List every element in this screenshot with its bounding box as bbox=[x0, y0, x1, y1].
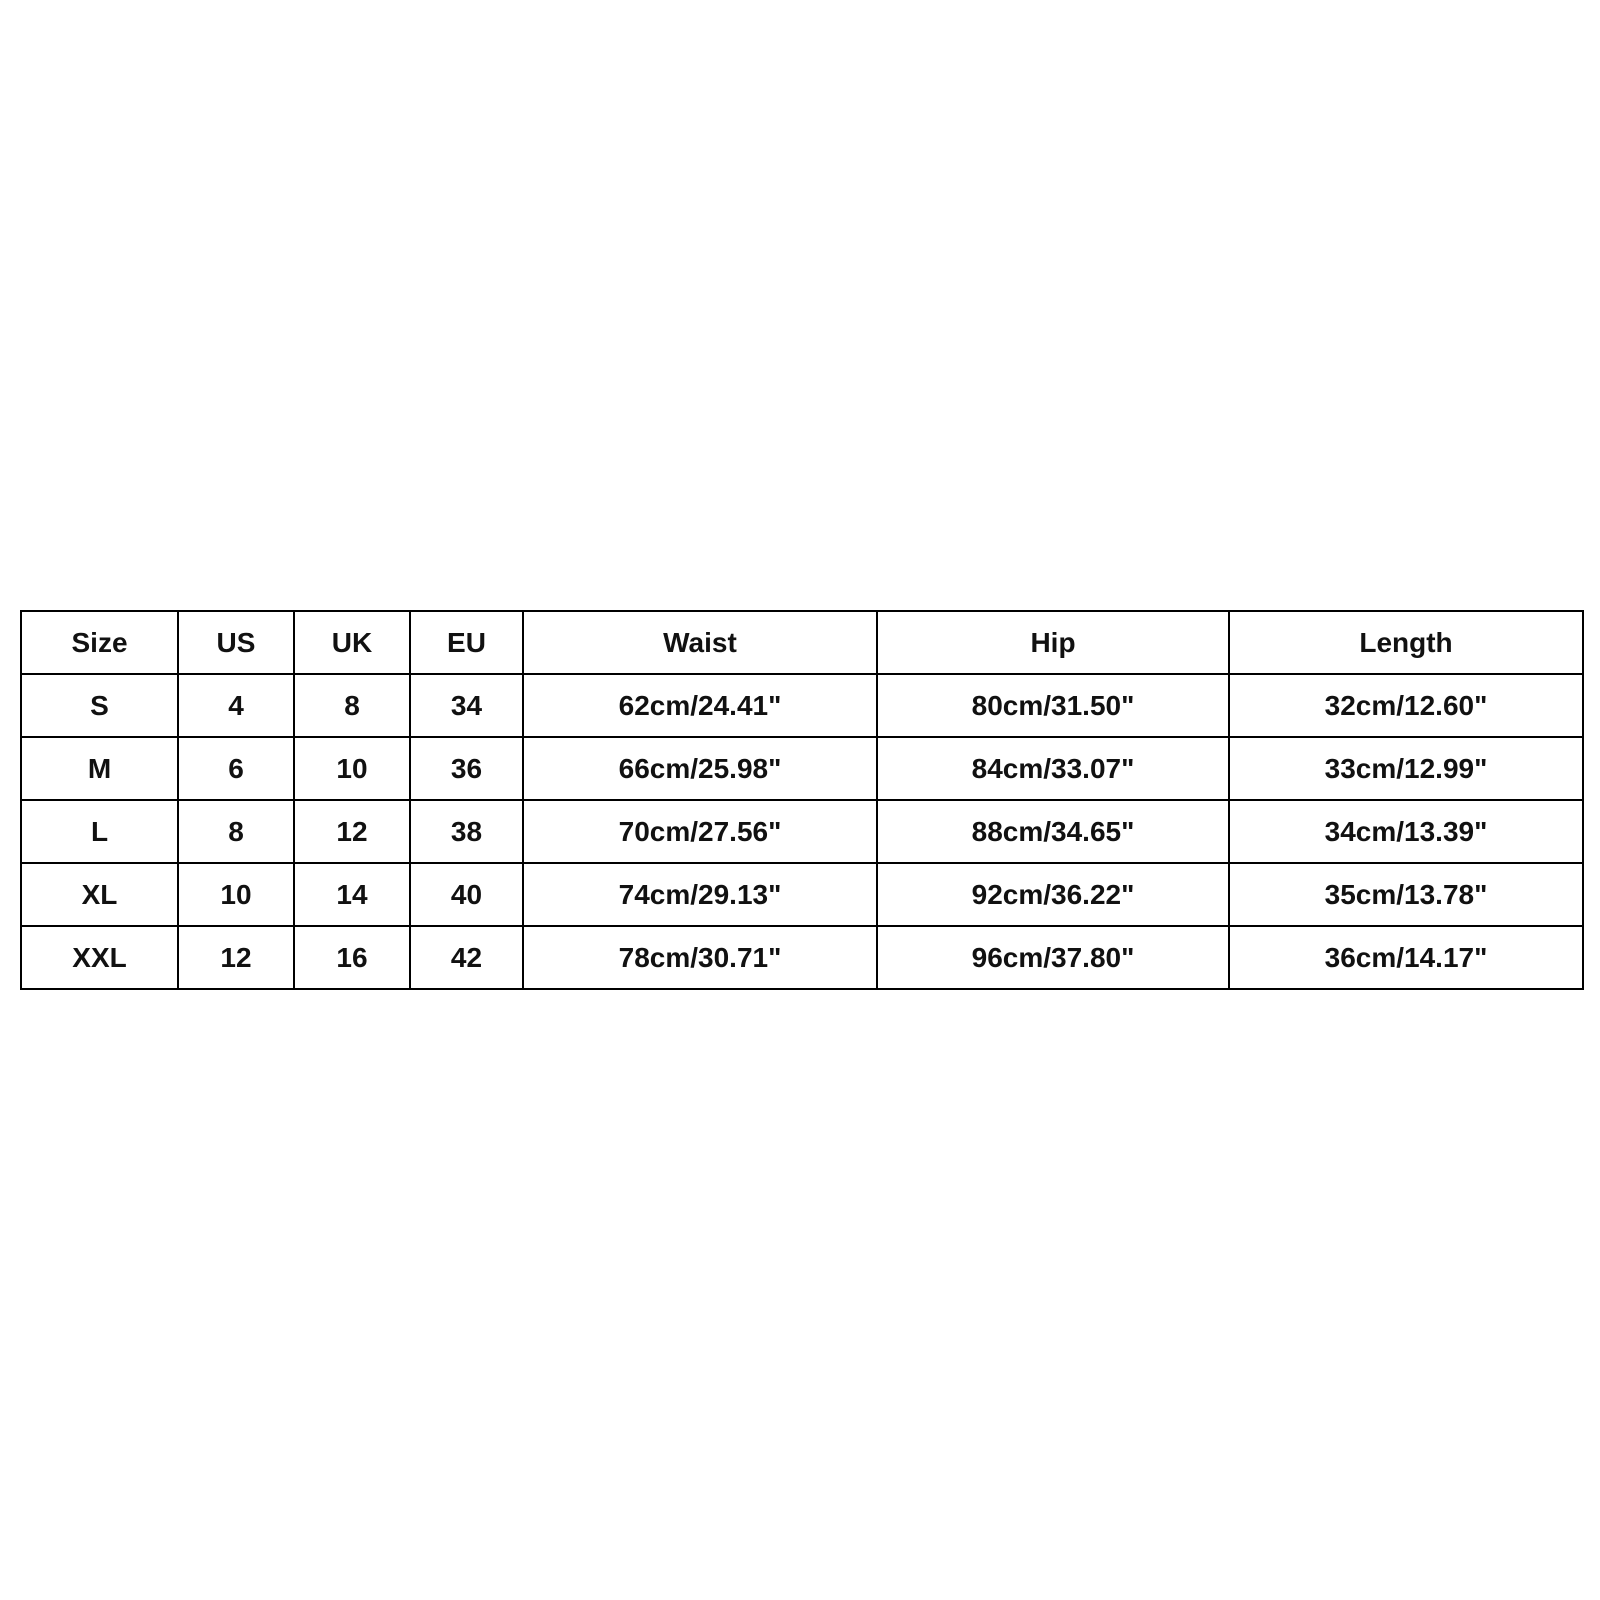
cell-uk: 8 bbox=[294, 674, 410, 737]
cell-eu: 40 bbox=[410, 863, 523, 926]
table-row bbox=[21, 737, 1583, 800]
size-chart-table bbox=[20, 610, 1584, 990]
header-us: US bbox=[178, 611, 294, 674]
header-size: Size bbox=[21, 611, 178, 674]
cell-eu: 34 bbox=[410, 674, 523, 737]
cell-size: L bbox=[21, 800, 178, 863]
table-row bbox=[21, 926, 1583, 989]
cell-uk: 14 bbox=[294, 863, 410, 926]
header-hip: Hip bbox=[877, 611, 1229, 674]
table-header-row bbox=[21, 611, 1583, 674]
cell-waist: 70cm/27.56" bbox=[523, 800, 877, 863]
cell-waist: 74cm/29.13" bbox=[523, 863, 877, 926]
cell-length: 33cm/12.99" bbox=[1229, 737, 1583, 800]
cell-us: 12 bbox=[178, 926, 294, 989]
cell-hip: 96cm/37.80" bbox=[877, 926, 1229, 989]
cell-size: XXL bbox=[21, 926, 178, 989]
cell-uk: 16 bbox=[294, 926, 410, 989]
cell-length: 34cm/13.39" bbox=[1229, 800, 1583, 863]
cell-hip: 84cm/33.07" bbox=[877, 737, 1229, 800]
cell-hip: 88cm/34.65" bbox=[877, 800, 1229, 863]
header-uk: UK bbox=[294, 611, 410, 674]
cell-waist: 66cm/25.98" bbox=[523, 737, 877, 800]
cell-eu: 36 bbox=[410, 737, 523, 800]
cell-length: 32cm/12.60" bbox=[1229, 674, 1583, 737]
cell-hip: 92cm/36.22" bbox=[877, 863, 1229, 926]
cell-us: 4 bbox=[178, 674, 294, 737]
cell-us: 10 bbox=[178, 863, 294, 926]
cell-hip: 80cm/31.50" bbox=[877, 674, 1229, 737]
cell-uk: 10 bbox=[294, 737, 410, 800]
cell-us: 6 bbox=[178, 737, 294, 800]
cell-us: 8 bbox=[178, 800, 294, 863]
table-row bbox=[21, 863, 1583, 926]
cell-size: S bbox=[21, 674, 178, 737]
table-row bbox=[21, 800, 1583, 863]
cell-size: XL bbox=[21, 863, 178, 926]
table-row bbox=[21, 674, 1583, 737]
cell-eu: 38 bbox=[410, 800, 523, 863]
cell-length: 36cm/14.17" bbox=[1229, 926, 1583, 989]
cell-length: 35cm/13.78" bbox=[1229, 863, 1583, 926]
cell-waist: 62cm/24.41" bbox=[523, 674, 877, 737]
cell-uk: 12 bbox=[294, 800, 410, 863]
header-length: Length bbox=[1229, 611, 1583, 674]
cell-waist: 78cm/30.71" bbox=[523, 926, 877, 989]
header-eu: EU bbox=[410, 611, 523, 674]
cell-size: M bbox=[21, 737, 178, 800]
header-waist: Waist bbox=[523, 611, 877, 674]
cell-eu: 42 bbox=[410, 926, 523, 989]
